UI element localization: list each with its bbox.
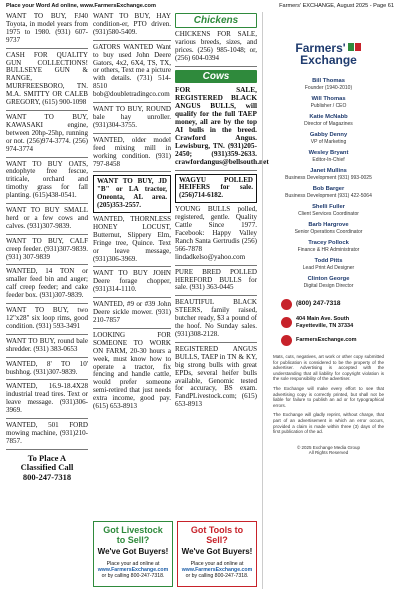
place-ad-line1: To Place A <box>27 452 67 463</box>
classified-ad-featured: FOR SALE, REGISTERED BLACK ANGUS BULLS, will qualify for the full TAEP money, all are by the top AI bulls in the breed. Crawford Angus. Lewisburg, TN. (931)205-2450; (931)359-2633. crawfordangus@bellsouth.net <box>175 86 257 171</box>
staff-item: Todd Pitts Lead Print Ad Designer <box>302 258 355 271</box>
classified-ad: WANT TO BUY OATS, endophyte free fescue, triticale, orchard and timothy grass for fall planting. (615)438-0541. <box>6 161 88 205</box>
classified-ad: REGISTERED ANGUS BULLS, TAEP in TN & KY, big strong bulls with great EPDs, several heifer bulls available, Genomic tested for accuracy, BS exam. FandPLivestock.com; (615) 653-8913 <box>175 344 257 409</box>
promo-livestock-body <box>96 561 170 580</box>
staff-item: Bill Thomas Founder (1940-2010) <box>304 78 353 91</box>
place-ad-line2: Classified Call <box>20 462 74 473</box>
promo-livestock-body1: Place your ad online at <box>106 561 160 567</box>
staff-item: Will Thomas Publisher / CEO <box>310 96 347 109</box>
classified-ad: WANT TO BUY JOHN Deere forage chopper, (931)314-1110. <box>93 270 171 298</box>
classified-ad: WANT TO BUY, CALF creep feeder. (931)307-9839. (931) 307-9839 <box>6 238 88 266</box>
promo-tools <box>177 521 257 587</box>
classified-ad-boxed: WANT TO BUY, JD "B" or LA tractor, Oneonta, AL area. (205)353-2557. <box>93 175 171 213</box>
staff-item: Shelli Fuller Client Services Coordinator <box>298 204 359 217</box>
globe-icon <box>281 335 292 346</box>
logo-mark-icon <box>348 42 362 52</box>
classified-ad: WANTED, 14 TON or smaller feed bin and auger; calf creep feeder; and cake feeder box. (931)307-9839. <box>6 268 88 304</box>
promo-livestock-subtitle: We've Got Buyers! <box>97 547 169 556</box>
contact-phone[interactable]: (800) 247-7318 <box>281 299 394 310</box>
copyright: © 2025 Exchange Media Group All Rights Reserved <box>296 444 361 456</box>
classified-ad: WANTED, older model feed mixing mill in working condition. (931) 797-8458 <box>93 137 171 173</box>
classified-ad: WANTED, #9 or #39 John Deere sickle mower. (931) 210-7857 <box>93 301 171 329</box>
header-website: Place your Word Ad online, www.FarmersExchange.com <box>6 3 156 9</box>
promo-tools-body2: or by calling 800-247-7318. <box>185 573 249 580</box>
fine-print-paragraph: The Exchange will gladly reprint, without charge, that part of an advertisement in which an error occurs, provided a claim is made within three (3) days of the first publication of the ad. <box>273 412 384 435</box>
classified-ad: CHICKENS FOR SALE, various breeds, sizes, and prices. (256) 985-1048; or, (256) 604-0394 <box>175 31 257 67</box>
classified-ad: CASH FOR QUALITY GUN COLLECTIONS! BULLSEYE GUN & RANGE, MURFREESBORO, TN. M.A. SMITTY OR CALEB GREGORY, (615) 900-1098 <box>6 52 88 111</box>
classified-ad-boxed: WAGYU POLLED HEIFERS for sale. (256)714-6182. <box>175 174 257 204</box>
logo-line1: Farmers' <box>263 42 394 54</box>
section-head-cows: Cows <box>175 70 257 83</box>
promo-tools-url[interactable]: www.FarmersExchange.com <box>181 567 253 574</box>
classified-ad: BEAUTIFUL BLACK STEERS, family raised, butcher ready, $3 a pound of the hoof. No Sunday sales. (931)308-2128. <box>175 299 257 343</box>
classified-ad: LOOKING FOR SOMEONE TO WORK ON FARM, 20-30 hours a week, must know how to operate a tractor, fix fencing and handle cattle, would prefer someone semi-retired that just needs extra income, good pay. (615) 653-8913 <box>93 330 171 411</box>
staff-item: Bob Barger Business Development (931) 422-5064 <box>285 186 372 199</box>
classified-ad: WANTED, 8' TO 10' bushhog. (931)307-9839. <box>6 361 88 381</box>
classified-ad: WANT TO BUY SMALL herd or a few cows and calves. (931)307-9839. <box>6 207 88 235</box>
classified-ad: YOUNG BULLS polled, registered, gentle. Quality Cattle Since 1977. Facebook: Happy Valley Ranch Santa Gertrudis (256) 566-7878 lindadkelso@yahoo.com <box>175 206 257 265</box>
classified-ad: WANTED, 16.9-18.4X28 industrial tread tires. Text or leave message. (931)306-3969. <box>6 383 88 419</box>
contact-web[interactable]: FarmersExchange.com <box>281 335 394 346</box>
classified-ad: WANTED, THORNLESS HONEY LOCUST, Butternut, Slippery Elm, Fringe tree, Quince. Text or leave message, (931)306-3969. <box>93 216 171 267</box>
classified-ad: WANT TO BUY, FJ40 Toyota, in model years from 1975 to 1980. (931) 607-9737 <box>6 13 88 49</box>
staff-item: Tracey Pollock Finance & HR Administrator <box>297 240 360 253</box>
staff-item: Gabby Denny VP of Marketing <box>309 132 348 145</box>
promo-livestock-body2: or by calling 800-247-7318. <box>101 573 165 580</box>
classified-ad: WANTED, 501 FORD mowing machine, (931)210-7857. <box>6 422 88 450</box>
staff-item: Clinton George Digital Design Director <box>303 276 354 289</box>
section-head-chickens: Chickens <box>175 13 257 28</box>
classified-column-1 <box>6 13 88 482</box>
staff-item: Wesley Bryant Editor-In-Chief <box>308 150 349 163</box>
logo-line2: Exchange <box>300 53 357 67</box>
fine-print-paragraph: The Exchange will make every effort to see that advertising copy is correctly printed, but shall not be liable for failure to publish an ad or for typographical errors. <box>273 385 384 408</box>
masthead-column <box>262 12 394 589</box>
staff-list <box>263 78 394 289</box>
classified-ad: WANT TO BUY, round bale shredder. (931) 383-0653 <box>6 338 88 358</box>
classified-column-3 <box>175 13 269 415</box>
location-pin-icon <box>281 317 292 328</box>
classified-ad: PURE BRED POLLED HEREFORD BULLS for sale. (931) 363-0445 <box>175 269 257 297</box>
staff-item: Katie McNabb Director of Magazines <box>304 114 353 127</box>
classified-ad: WANT TO BUY, two 12"x28" six loop rims, good condition. (931) 593-3491 <box>6 307 88 335</box>
promo-livestock-title2: to Sell? <box>116 535 150 545</box>
classified-ad: GATORS WANTED Want to buy used John Deere Gators, 4x2, 6X4, TS, TX, or others, Text me a picture with details. (731) 514-8510 bob@doubletradingco.com <box>93 44 171 103</box>
promo-tools-title: Got Tools to Sell? <box>190 525 244 545</box>
classified-ad: WANT TO BUY, KAWASAKI engine, between 20hp-25hp, running or not. (256)974-3774. (256) 974-3774 <box>6 114 88 158</box>
fine-print-paragraph: Mats, cuts, negatives, art work or other copy submitted for publication is considered to be the property of the advertiser. Advertising is accepted with the understanding that all liability for copyright violation is the sole responsibility of the advertiser. <box>273 354 384 382</box>
place-ad-notice <box>6 454 88 483</box>
header-issue: Farmers' EXCHANGE, August 2025 - Page 61 <box>279 3 394 9</box>
farmers-exchange-logo <box>263 42 394 66</box>
contact-address: 404 Main Ave. South Fayetteville, TN 37334 <box>281 316 394 329</box>
classified-ad: WANT TO BUY, ROUND bale hay unroller. (931)304-3755. <box>93 106 171 134</box>
staff-item: Barb Hargrove Senior Operations Coordinator <box>294 222 363 235</box>
fine-print <box>263 354 394 435</box>
promo-livestock-url[interactable]: www.FarmersExchange.com <box>97 567 169 574</box>
place-ad-phone: 800-247-7318 <box>22 471 72 482</box>
staff-item: Janet Mullins Business Development (931) 993-0025 <box>285 168 372 181</box>
phone-icon <box>281 299 292 310</box>
promo-tools-body1: Place your ad online at <box>190 561 244 567</box>
promo-tools-subtitle: We've Got Buyers! <box>181 547 253 556</box>
classified-column-2 <box>93 13 171 417</box>
promo-tools-body <box>180 561 254 580</box>
classified-ad: WANT TO BUY, HAY condition-er, PTO driven. (931)580-5409. <box>93 13 171 41</box>
promo-livestock <box>93 521 173 587</box>
promo-livestock-title1: Got Livestock <box>103 525 163 535</box>
contact-info <box>263 299 394 346</box>
